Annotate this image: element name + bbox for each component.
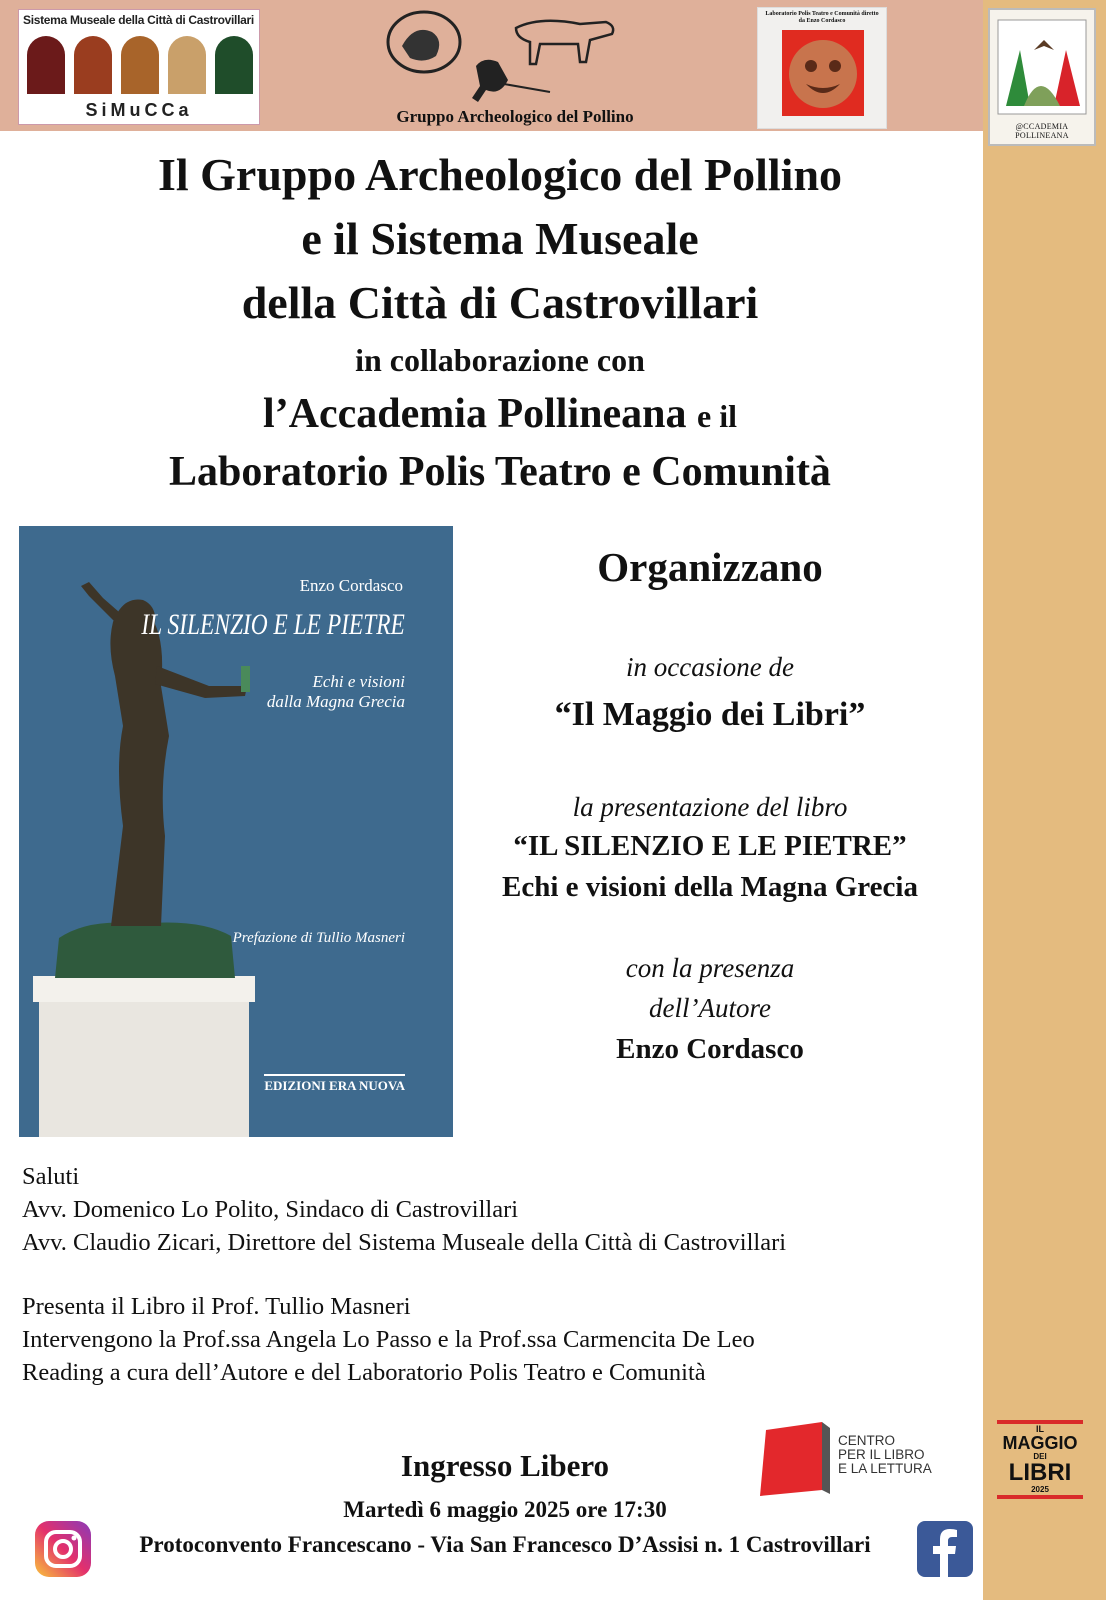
cover-publisher: EDIZIONI ERA NUOVA [264,1074,405,1094]
cover-preface: Prefazione di Tullio Masneri [232,930,405,946]
cepell-book-icon [760,1420,836,1498]
theatre-mask-icon [782,30,864,116]
greetings-line-2: Avv. Claudio Zicari, Direttore del Sistema Museale della Città di Castrovillari [22,1229,787,1256]
accademia-emblem [990,10,1094,120]
theatre-mask-tile [782,30,864,116]
facebook-glyph [917,1521,973,1577]
book-title: “IL SILENZIO E LE PIETRE” [513,830,907,862]
maggio-logo-line-5: 2025 [997,1485,1083,1499]
maggio-logo-line-4: LIBRI [1008,1459,1072,1486]
presence-line-1: con la presenza [625,953,795,983]
cepell-text-3: E LA LETTURA [838,1461,932,1476]
program-line-2: Intervengono la Prof.ssa Angela Lo Passo e la Prof.ssa Carmencita De Leo [22,1326,755,1353]
cover-subtitle-1: Echi e visioni [312,672,405,691]
arch-shape [215,36,253,94]
heading-line-2: e il Sistema Museale [301,213,699,264]
event-date: Martedì 6 maggio 2025 ore 17:30 [343,1497,667,1522]
heading-line-1: Il Gruppo Archeologico del Pollino [157,149,843,200]
maggio-dei-libri-logo [997,1420,1083,1498]
simucca-title: Sistema Museale della Città di Castrovillari [23,13,254,27]
author-name: Enzo Cordasco [616,1033,804,1065]
instagram-icon[interactable] [35,1521,91,1577]
facebook-icon[interactable] [917,1521,973,1577]
accademia-caption: @CCADEMIA POLLINEANA [1015,122,1069,140]
simucca-logo [18,9,260,125]
gap-name: Gruppo Archeologico del Pollino [396,107,634,126]
heading-and: e il [696,398,737,434]
instagram-glyph [35,1521,91,1577]
event-venue: Protoconvento Francescano - Via San Francesco D’Assisi n. 1 Castrovillari [139,1532,871,1557]
laboratorio-logo-text: Laboratorio Polis Teatro e Comunità diretto da Enzo Cordasco [765,11,879,24]
greetings-line-1: Avv. Domenico Lo Polito, Sindaco di Castrovillari [22,1196,519,1223]
maggio-logo-line-2: MAGGIO [1002,1433,1078,1453]
arch-shape [121,36,159,94]
heading-line-3: della Città di Castrovillari [241,277,759,328]
occasion-name: “Il Maggio dei Libri” [554,696,866,733]
cepell-text-2: PER IL LIBRO [838,1447,925,1462]
cepell-text-1: CENTRO [838,1433,895,1448]
cover-title: IL SILENZIO E LE PIETRE [141,608,405,641]
heading-line-6: Laboratorio Polis Teatro e Comunità [169,449,831,495]
laboratorio-logo [757,7,887,129]
cepell-text [838,1434,932,1476]
book-cover [19,526,453,1137]
entry-label: Ingresso Libero [400,1448,610,1483]
organize-label: Organizzano [597,544,823,590]
program-line-1: Presenta il Libro il Prof. Tullio Masneri [22,1293,411,1320]
sidebar-stripe [983,0,1106,1600]
arch-shape [168,36,206,94]
simucca-acronym: SiMuCCa [85,100,193,120]
arch-shape [27,36,65,94]
accademia-logo [988,8,1096,146]
presentation-label: la presentazione del libro [572,792,848,822]
maggio-logo-line-1: IL [997,1420,1083,1434]
arch-shape [74,36,112,94]
book-subtitle: Echi e visioni della Magna Grecia [502,871,918,903]
cover-author: Enzo Cordasco [299,576,403,595]
cover-subtitle-2: dalla Magna Grecia [266,692,405,711]
heading-line-4: in collaborazione con [355,342,645,378]
heading-line-5 [40,390,960,438]
greetings-label: Saluti [22,1163,80,1190]
cepell-logo [760,1420,960,1498]
occasion-label: in occasione de [626,652,794,682]
program-line-3: Reading a cura dell’Autore e del Laboratorio Polis Teatro e Comunità [22,1359,706,1386]
heading-accademia: l’Accademia Pollineana [263,391,687,437]
maggio-logo-line-3: DEI [1033,1452,1047,1461]
presence-line-2: dell’Autore [649,993,771,1023]
